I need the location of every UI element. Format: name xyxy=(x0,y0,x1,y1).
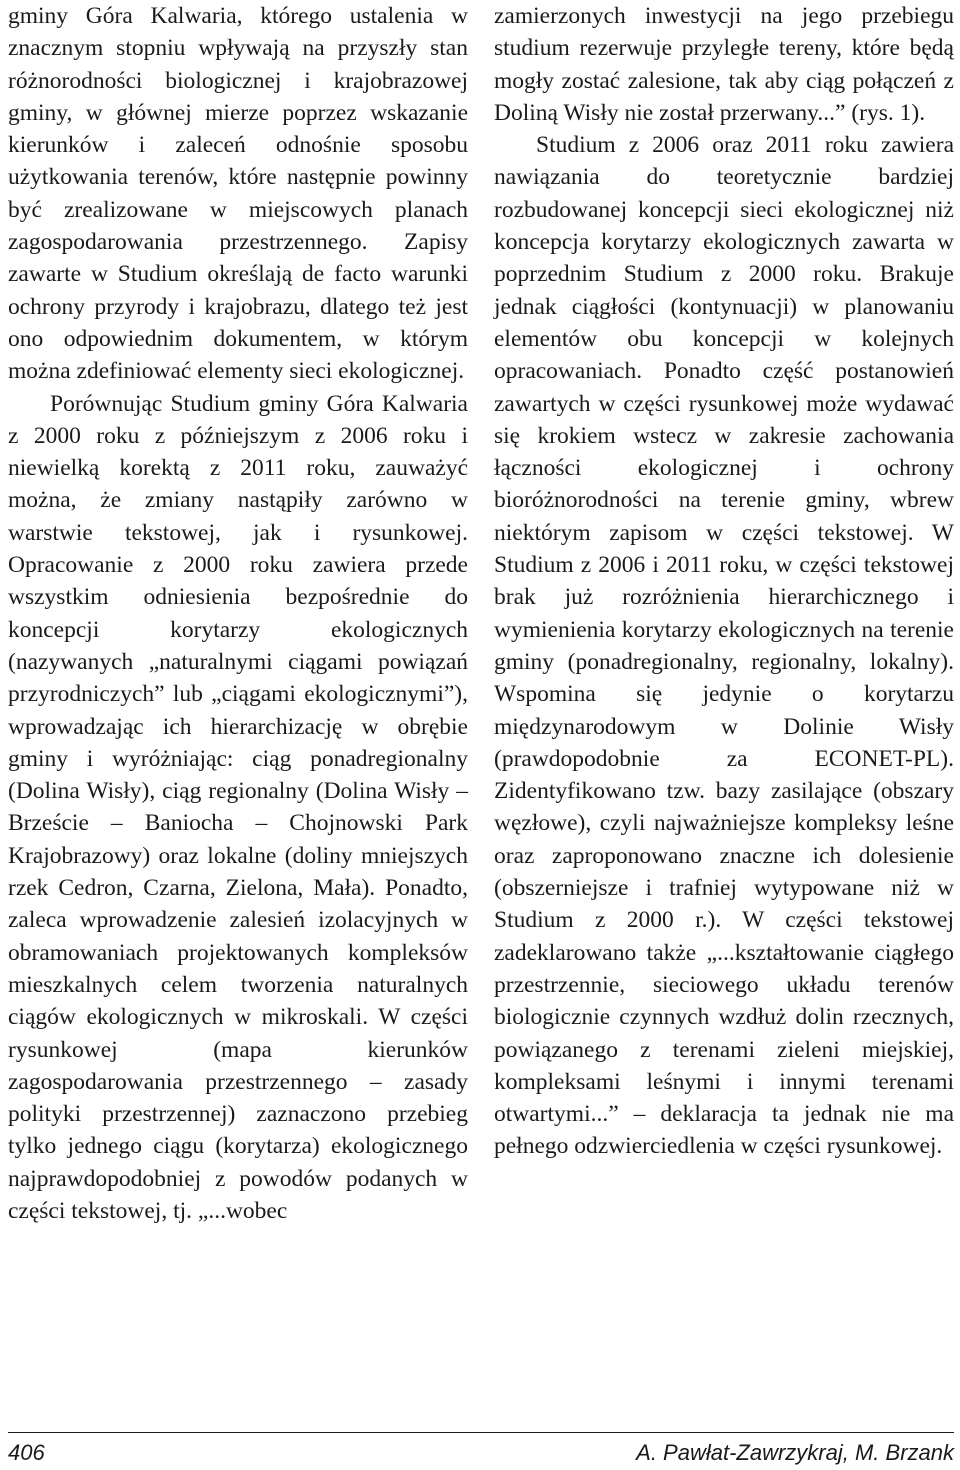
paragraph-study-2006-2011: Studium z 2006 oraz 2011 roku zawiera nawiązania do teoretycznie bardziej rozbudowanej koncepcji sieci ekologicznej niż koncepcja korytarzy ekologicznych zawarta w poprzednim Studium z 2000 roku. Brakuje jednak ciągłości (kontynuacji) w planowaniu elementów obu koncepcji w kolejnych opracowaniach. Ponadto część postanowień zawartych w części rysunkowej może wydawać się krokiem wstecz w zakresie zachowania łączności ekologicznej i ochrony bioróżnorodności na terenie gminy, wbrew niektórym zapisom w części tekstowej. W Studium z 2006 i 2011 roku, w części tekstowej brak już rozróżnienia hierarchicznego i wymienienia korytarzy ekologicznych na terenie gminy (ponadregionalny, regionalny, lokalny). Wspomina się jedynie o korytarzu międzynarodowym w Dolinie Wisły (prawdopodobnie za ECONET-PL). Zidentyfikowano tzw. bazy zasilające (obszary węzłowe), czyli najważniejsze kompleksy leśne oraz zaproponowano znaczne ich dolesienie (obszerniejsze i trafniej wytypowane niż w Studium z 2000 r.). W części tekstowej zadeklarowano także „...kształtowanie ciągłego przestrzennie, sieciowego układu terenów biologicznie czynnych wzdłuż dolin rzecznych, powiązanego z terenami zieleni miejskiej, kompleksami leśnymi i innymi terenami otwartymi...” – deklaracja ta jednak nie ma pełnego odzwierciedlenia w części rysunkowej. xyxy=(494,132,954,1160)
right-column xyxy=(494,0,954,1227)
author-names: A. Pawłat-Zawrzykraj, M. Brzank xyxy=(636,1440,954,1465)
footer-divider xyxy=(8,1432,954,1433)
paragraph-quote-end: zamierzonych inwestycji na jego przebiegu studium rezerwuje przyległe tereny, które będą mogły zostać zalesione, tak aby ciąg połączeń z Doliną Wisły nie został przerwany...” (rys. 1). xyxy=(494,3,954,126)
page-number: 406 xyxy=(8,1440,45,1465)
page-footer xyxy=(8,1437,954,1469)
text-columns xyxy=(8,0,954,1227)
paragraph-study-comparison: Porównując Studium gminy Góra Kalwaria z 2000 roku z późniejszym z 2006 roku i niewielką korektą z 2011 roku, zauważyć można, że zmiany nastąpiły zarówno w warstwie tekstowej, jak i rysunkowej. Opracowanie z 2000 roku zawiera przede wszystkim odniesienia bezpośrednie do koncepcji korytarzy ekologicznych (nazywanych „naturalnymi ciągami powiązań przyrodniczych” lub „ciągami ekologicznymi”), wprowadzając ich hierarchizację w obrębie gminy i wyróżniając: ciąg ponadregionalny (Dolina Wisły), ciąg regionalny (Dolina Wisły – Brzeście – Baniocha – Chojnowski Park Krajobrazowy) oraz lokalne (doliny mniejszych rzek Cedron, Czarna, Zielona, Mała). Ponadto, zaleca wprowadzenie zalesień izolacyjnych w obramowaniach projektowanych kompleksów mieszkalnych celem tworzenia naturalnych ciągów ekologicznych w mikroskali. W części rysunkowej (mapa kierunków zagospodarowania przestrzennego – zasady polityki przestrzennej) zaznaczono przebieg tylko jednego ciągu (korytarza) ekologicznego najprawdopodobniej z powodów podanych w części tekstowej, tj. „...wobec xyxy=(8,390,468,1224)
left-column xyxy=(8,0,468,1227)
paragraph-continuation: gminy Góra Kalwaria, którego ustalenia w znacznym stopniu wpływają na przyszły stan różnorodności biologicznej i krajobrazowej gminy, w głównej mierze poprzez wskazanie kierunków i zaleceń odnośnie sposobu użytkowania terenów, które następnie powinny być zrealizowane w miejscowych planach zagospodarowania przestrzennego. Zapisy zawarte w Studium określają de facto warunki ochrony przyrody i krajobrazu, dlatego też jest ono odpowiednim dokumentem, w którym można zdefiniować elementy sieci ekologicznej. xyxy=(8,3,468,385)
